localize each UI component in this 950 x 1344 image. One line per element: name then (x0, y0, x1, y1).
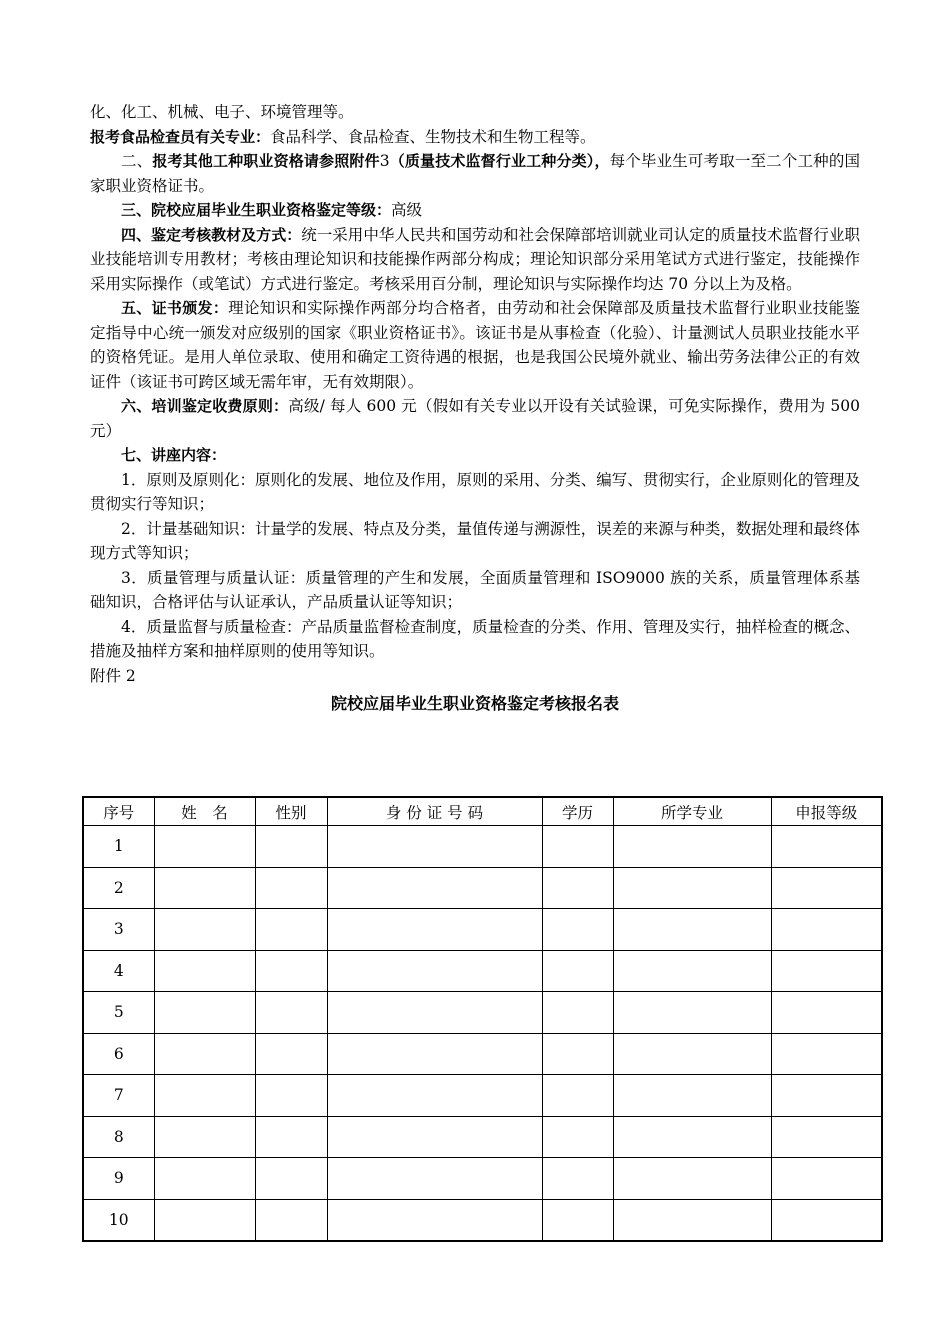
row-index: 9 (83, 1158, 154, 1200)
gender-cell[interactable] (255, 909, 327, 951)
major-cell[interactable] (613, 1116, 771, 1158)
section-5-heading: 五、证书颁发： (121, 299, 229, 317)
name-cell[interactable] (154, 1116, 255, 1158)
gender-cell[interactable] (255, 867, 327, 909)
gender-cell[interactable] (255, 1199, 327, 1241)
name-cell[interactable] (154, 992, 255, 1034)
header-education: 学历 (542, 797, 613, 826)
section-6-text: 高级/ 每人 600 元（假如有关专业以开设有关试验课，可免实际操作，费用为 500 元） (90, 397, 860, 440)
major-cell[interactable] (613, 909, 771, 951)
row-index: 8 (83, 1116, 154, 1158)
document-body (90, 100, 860, 718)
major-cell[interactable] (613, 1199, 771, 1241)
food-inspector-text: 食品科学、食品检查、生物技术和生物工程等。 (270, 127, 596, 146)
name-cell[interactable] (154, 909, 255, 951)
section-7-heading: 七、讲座内容： (121, 446, 227, 464)
id-number-cell[interactable] (327, 992, 542, 1034)
row-index: 1 (83, 826, 154, 868)
registration-table (82, 796, 883, 1242)
paragraph-section-4 (90, 223, 860, 297)
section-4-heading: 四、鉴定考核教材及方式： (121, 225, 302, 244)
id-number-cell[interactable] (327, 867, 542, 909)
header-gender: 性别 (255, 797, 327, 826)
section-2-attachment-num: 3 (379, 152, 390, 170)
row-index: 10 (83, 1199, 154, 1241)
name-cell[interactable] (154, 1075, 255, 1117)
table-row (83, 826, 882, 868)
level-cell[interactable] (771, 1075, 882, 1117)
paragraph-majors-cont: 化、化工、机械、电子、环境管理等。 (90, 103, 354, 121)
section-2-number: 二、 (121, 152, 153, 170)
lecture-item-2: 2．计量基础知识：计量学的发展、特点及分类，量值传递与溯源性，误差的来源与种类，数据处理和最终体现方式等知识； (90, 519, 860, 562)
level-cell[interactable] (771, 909, 882, 951)
level-cell[interactable] (771, 867, 882, 909)
section-3-heading: 三、院校应届毕业生职业资格鉴定等级： (121, 201, 392, 219)
level-cell[interactable] (771, 1116, 882, 1158)
major-cell[interactable] (613, 992, 771, 1034)
major-cell[interactable] (613, 1075, 771, 1117)
paragraph-section-3 (90, 198, 860, 223)
education-cell[interactable] (542, 1199, 613, 1241)
table-row (83, 1033, 882, 1075)
id-number-cell[interactable] (327, 1199, 542, 1241)
gender-cell[interactable] (255, 992, 327, 1034)
education-cell[interactable] (542, 1033, 613, 1075)
name-cell[interactable] (154, 950, 255, 992)
gender-cell[interactable] (255, 1116, 327, 1158)
table-row (83, 1075, 882, 1117)
row-index: 4 (83, 950, 154, 992)
education-cell[interactable] (542, 950, 613, 992)
header-major: 所学专业 (613, 797, 771, 826)
food-inspector-heading: 报考食品检查员有关专业： (90, 127, 271, 146)
name-cell[interactable] (154, 1158, 255, 1200)
level-cell[interactable] (771, 826, 882, 868)
level-cell[interactable] (771, 950, 882, 992)
id-number-cell[interactable] (327, 1033, 542, 1075)
id-number-cell[interactable] (327, 950, 542, 992)
section-2-text: 每个毕业生可考取一至二个工种的国家职业资格证书。 (90, 152, 860, 195)
table-header-row (83, 797, 882, 826)
education-cell[interactable] (542, 1116, 613, 1158)
education-cell[interactable] (542, 826, 613, 868)
paragraph-section-7 (90, 443, 860, 468)
gender-cell[interactable] (255, 1033, 327, 1075)
form-title: 院校应届毕业生职业资格鉴定考核报名表 (330, 693, 619, 713)
id-number-cell[interactable] (327, 826, 542, 868)
row-index: 3 (83, 909, 154, 951)
table-row (83, 1158, 882, 1200)
table-row (83, 1199, 882, 1241)
section-2-heading: 报考其他工种职业资格请参照附件 (152, 152, 380, 170)
attachment-label: 附件 2 (90, 666, 136, 685)
section-2-heading-cont: （质量技术监督行业工种分类）， (389, 152, 610, 170)
table-row (83, 992, 882, 1034)
name-cell[interactable] (154, 1199, 255, 1241)
gender-cell[interactable] (255, 1075, 327, 1117)
gender-cell[interactable] (255, 826, 327, 868)
table-row (83, 867, 882, 909)
section-3-text: 高级 (391, 201, 423, 219)
gender-cell[interactable] (255, 950, 327, 992)
education-cell[interactable] (542, 992, 613, 1034)
header-index: 序号 (83, 797, 154, 826)
lecture-item-4: 4．质量监督与质量检查：产品质量监督检查制度，质量检查的分类、作用、管理及实行，抽样检查的概念、措施及抽样方案和抽样原则的使用等知识。 (90, 617, 860, 660)
level-cell[interactable] (771, 992, 882, 1034)
education-cell[interactable] (542, 1075, 613, 1117)
id-number-cell[interactable] (327, 909, 542, 951)
level-cell[interactable] (771, 1199, 882, 1241)
major-cell[interactable] (613, 1033, 771, 1075)
table-row (83, 909, 882, 951)
paragraph-food-inspector (90, 125, 860, 150)
row-index: 5 (83, 992, 154, 1034)
level-cell[interactable] (771, 1033, 882, 1075)
education-cell[interactable] (542, 867, 613, 909)
paragraph-section-6 (90, 394, 860, 443)
major-cell[interactable] (613, 867, 771, 909)
header-name: 姓 名 (154, 797, 255, 826)
row-index: 7 (83, 1075, 154, 1117)
id-number-cell[interactable] (327, 1116, 542, 1158)
gender-cell[interactable] (255, 1158, 327, 1200)
row-index: 6 (83, 1033, 154, 1075)
row-index: 2 (83, 867, 154, 909)
lecture-item-1: 1．原则及原则化：原则化的发展、地位及作用，原则的采用、分类、编写、贯彻实行，企业原则化的管理及贯彻实行等知识； (90, 470, 860, 513)
level-cell[interactable] (771, 1158, 882, 1200)
paragraph-section-2 (90, 149, 860, 198)
section-4-text: 统一采用中华人民共和国劳动和社会保障部培训就业司认定的质量技术监督行业职业技能培训专用教材；考核由理论知识和技能操作两部分构成；理论知识部分采用笔试方式进行鉴定，技能操作采用实际操作（或笔试）方式进行鉴定。考核采用百分制，理论知识与实际操作均达 70 分以上为及格。 (90, 225, 860, 293)
id-number-cell[interactable] (327, 1158, 542, 1200)
education-cell[interactable] (542, 909, 613, 951)
section-6-heading: 六、培训鉴定收费原则： (121, 397, 289, 415)
header-id-number: 身 份 证 号 码 (327, 797, 542, 826)
name-cell[interactable] (154, 867, 255, 909)
lecture-item-3: 3．质量管理与质量认证：质量管理的产生和发展，全面质量管理和 ISO9000 族的关系，质量管理体系基础知识，合格评估与认证承认，产品质量认证等知识； (90, 568, 860, 611)
education-cell[interactable] (542, 1158, 613, 1200)
id-number-cell[interactable] (327, 1075, 542, 1117)
name-cell[interactable] (154, 826, 255, 868)
name-cell[interactable] (154, 1033, 255, 1075)
table-row (83, 950, 882, 992)
major-cell[interactable] (613, 1158, 771, 1200)
major-cell[interactable] (613, 950, 771, 992)
header-level: 申报等级 (771, 797, 882, 826)
major-cell[interactable] (613, 826, 771, 868)
paragraph-section-5 (90, 296, 860, 394)
table-row (83, 1116, 882, 1158)
section-5-text: 理论知识和实际操作两部分均合格者，由劳动和社会保障部及质量技术监督行业职业技能鉴定指导中心统一颁发对应级别的国家《职业资格证书》。该证书是从事检查（化验）、计量测试人员职业技能水平的资格凭证。是用人单位录取、使用和确定工资待遇的根据，也是我国公民境外就业、输出劳务法律公正的有效证件（该证书可跨区域无需年审，无有效期限）。 (90, 299, 860, 391)
